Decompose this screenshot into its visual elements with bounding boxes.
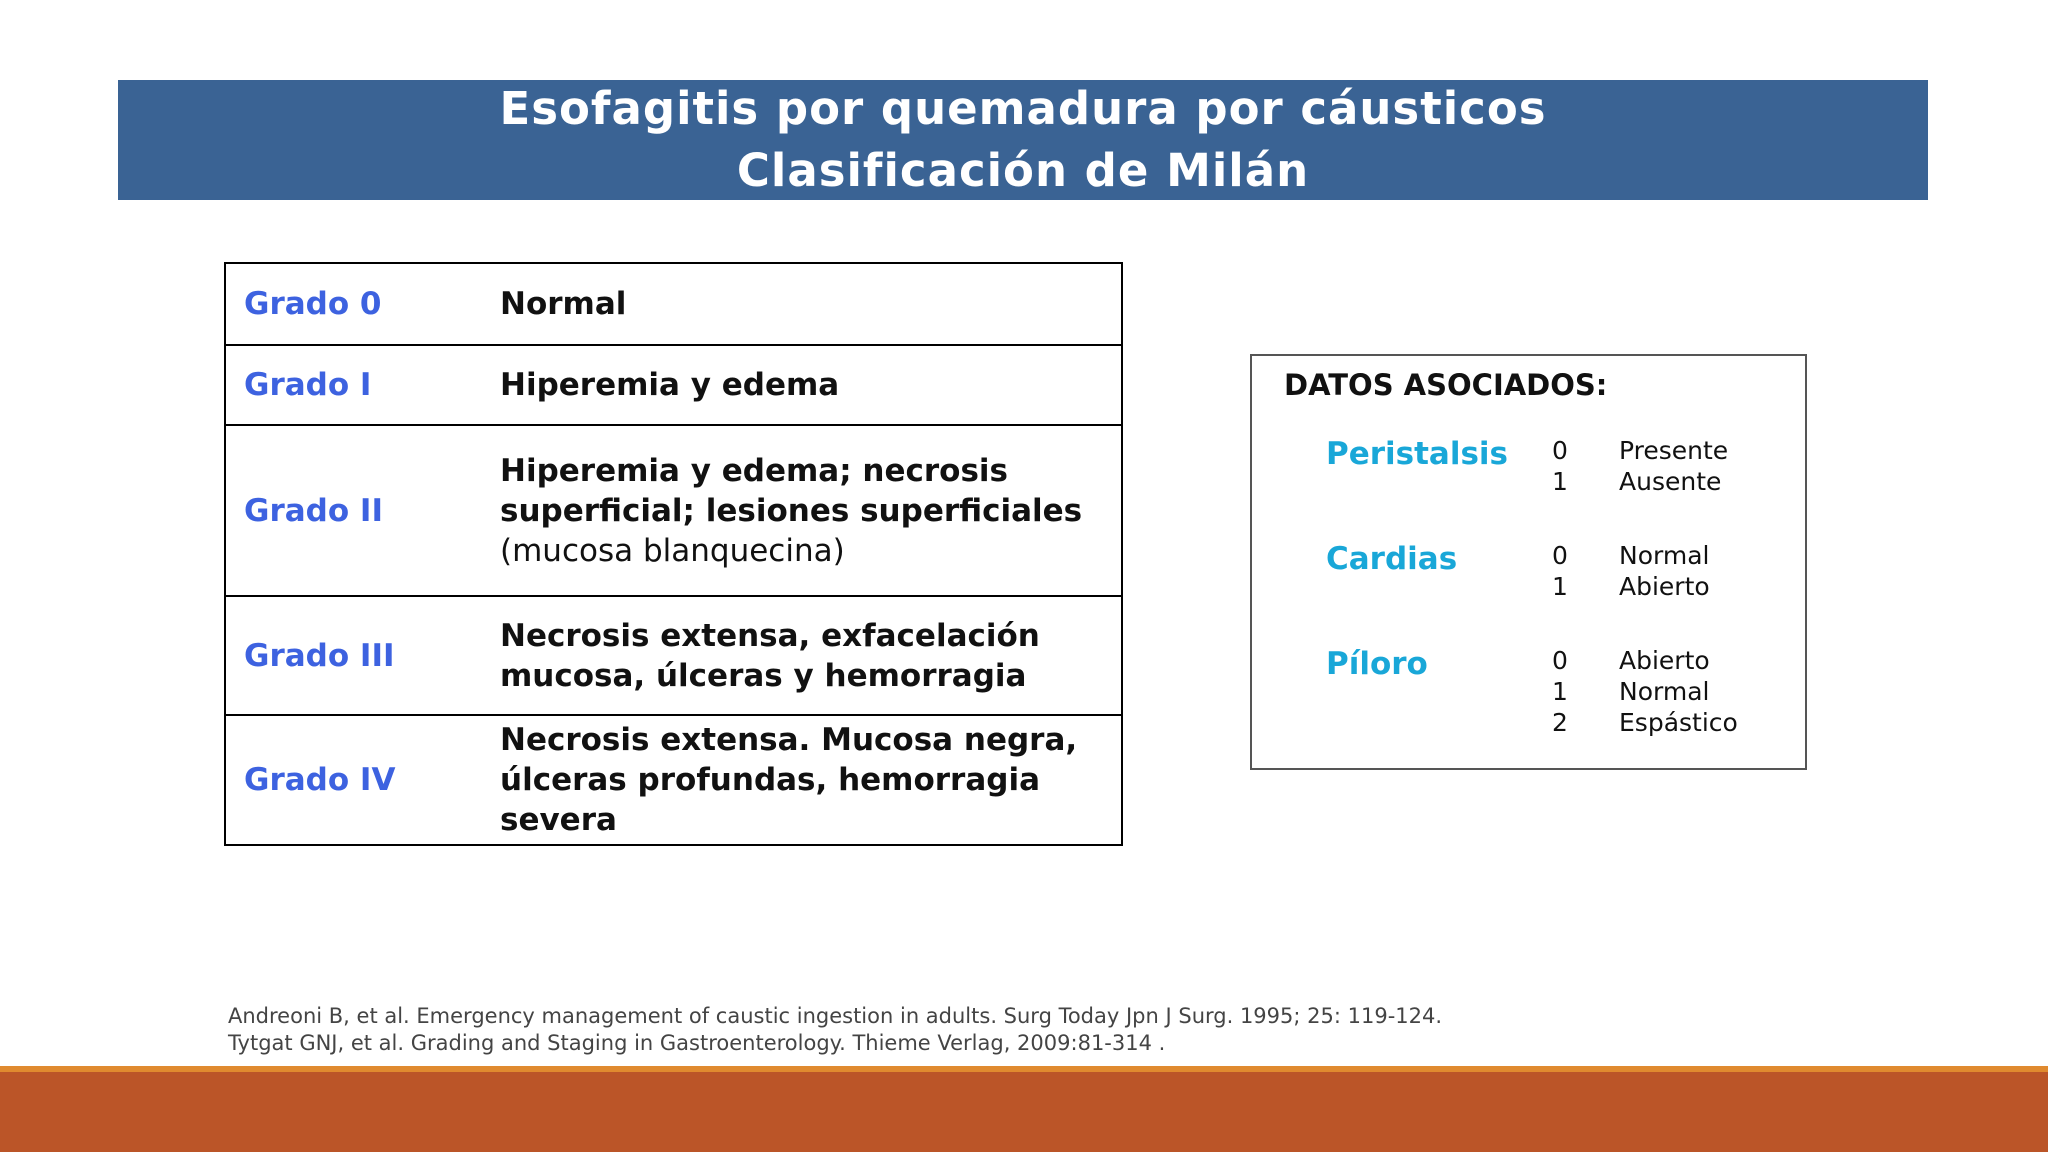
grade-description	[500, 616, 1121, 696]
footer-gap	[118, 1060, 1928, 1066]
option-value: Normal	[1619, 541, 1710, 570]
associated-data-box	[1250, 354, 1807, 770]
grade-description	[500, 451, 1121, 571]
option-value: Abierto	[1619, 646, 1710, 675]
grade-label: Grado 0	[244, 286, 382, 322]
grade-description	[500, 284, 1121, 324]
grade-description-bold: Normal	[500, 286, 627, 322]
associated-data-heading: DATOS ASOCIADOS:	[1284, 368, 1608, 402]
grade-row	[226, 424, 1121, 595]
grade-description	[500, 365, 1121, 405]
option-value: Normal	[1619, 677, 1710, 706]
references	[228, 1003, 1442, 1057]
grade-label: Grado IV	[244, 762, 396, 798]
grade-description-normal: (mucosa blanquecina)	[500, 532, 845, 569]
option-value: Ausente	[1619, 467, 1722, 496]
grade-description-bold: Hiperemia y edema	[500, 367, 840, 403]
grade-row	[226, 714, 1121, 844]
option-code: 0	[1552, 541, 1568, 570]
option-value: Abierto	[1619, 572, 1710, 601]
title-line-2: Clasificación de Milán	[736, 144, 1310, 197]
grade-description-bold: Necrosis extensa, exfacelación mucosa, úlceras y hemorragia	[500, 617, 1040, 694]
grade-row	[226, 344, 1121, 424]
grade-label: Grado I	[244, 367, 372, 403]
footer-bar	[0, 1072, 2048, 1152]
option-code: 0	[1552, 436, 1568, 465]
reference-line: Andreoni B, et al. Emergency management of caustic ingestion in adults. Surg Today Jpn J Surg. 1995; 25: 119-124.	[228, 1004, 1443, 1028]
title-line-1: Esofagitis por quemadura por cáusticos	[499, 82, 1547, 135]
option-code: 0	[1552, 646, 1568, 675]
grade-label: Grado III	[244, 637, 395, 674]
option-code: 2	[1552, 708, 1568, 737]
reference-line: Tytgat GNJ, et al. Grading and Staging in Gastroenterology. Thieme Verlag, 2009:81-314 .	[228, 1031, 1166, 1055]
option-value: Espástico	[1619, 708, 1738, 737]
option-code: 1	[1552, 572, 1568, 601]
grade-row	[226, 264, 1121, 344]
option-code: 1	[1552, 467, 1568, 496]
associated-group-name: Píloro	[1326, 646, 1428, 682]
grade-row	[226, 595, 1121, 714]
option-code: 1	[1552, 677, 1568, 706]
option-value: Presente	[1619, 436, 1729, 465]
grade-label: Grado II	[244, 492, 384, 529]
grade-description	[500, 720, 1121, 840]
grade-description-bold: Hiperemia y edema; necrosis superficial; lesiones superficiales	[500, 452, 1083, 529]
grade-table	[224, 262, 1123, 846]
title-banner	[118, 80, 1928, 200]
associated-group-name: Cardias	[1326, 541, 1458, 577]
associated-group-name: Peristalsis	[1326, 436, 1509, 472]
grade-description-bold: Necrosis extensa. Mucosa negra, úlceras profundas, hemorragia severa	[500, 722, 1078, 838]
